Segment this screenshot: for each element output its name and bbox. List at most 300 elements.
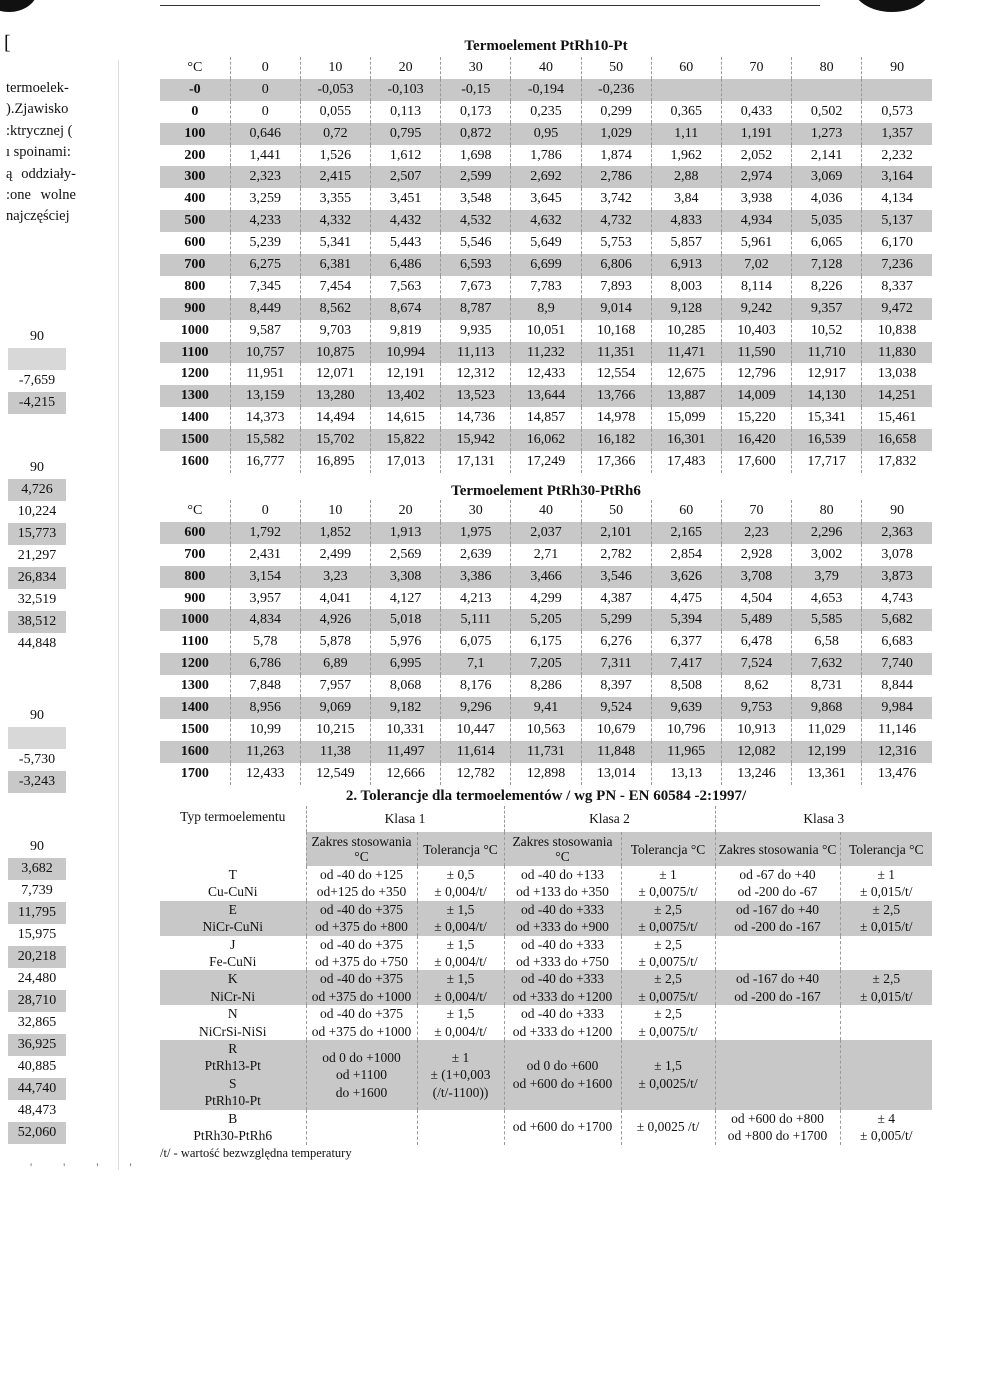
value-cell: -0,053 — [300, 79, 370, 101]
value-cell: 8,286 — [511, 675, 581, 697]
range-cell: od -40 do +375 od +375 do +800 — [306, 901, 417, 936]
value-cell: 5,018 — [371, 609, 441, 631]
value-cell: 7,893 — [581, 276, 651, 298]
value-cell: 0,365 — [651, 101, 721, 123]
row-header-cell: 0 — [160, 101, 230, 123]
value-cell: 17,249 — [511, 451, 581, 473]
table-row — [160, 697, 932, 719]
value-cell: 0,502 — [792, 101, 862, 123]
value-cell: 17,013 — [371, 451, 441, 473]
table-row — [160, 254, 932, 276]
row-header-cell: 600 — [160, 232, 230, 254]
value-cell: 1,962 — [651, 145, 721, 167]
tolerance-cell: ± 0,0025 /t/ — [621, 1110, 715, 1145]
value-cell: 0,235 — [511, 101, 581, 123]
value-cell: 15,942 — [441, 429, 511, 451]
value-cell: 3,355 — [300, 188, 370, 210]
row-header-cell: 1100 — [160, 342, 230, 364]
table-row — [160, 763, 932, 785]
value-cell: 4,233 — [230, 210, 300, 232]
value-cell: 8,449 — [230, 298, 300, 320]
value-cell: 9,984 — [862, 697, 932, 719]
row-header-cell: 900 — [160, 298, 230, 320]
value-cell: 3,708 — [721, 566, 791, 588]
range-cell: od -40 do +333 od +333 do +1200 — [504, 1005, 621, 1040]
value-cell: 9,935 — [441, 320, 511, 342]
tolerance-title: 2. Tolerancje dla termoelementów / wg PN - EN 60584 -2:1997/ — [345, 788, 747, 804]
row-header-cell: 1600 — [160, 451, 230, 473]
tolerance-cell: ± 1 ± 0,015/t/ — [860, 867, 913, 900]
range-cell: od -40 do +133 od +133 do +350 — [504, 866, 621, 901]
tolerance-cell: ± 2,5 ± 0,015/t/ — [840, 901, 932, 936]
value-cell: 0,113 — [371, 101, 441, 123]
value-cell: 12,675 — [651, 363, 721, 385]
table-row — [160, 276, 932, 298]
value-cell: 1,273 — [792, 123, 862, 145]
value-cell: 4,934 — [721, 210, 791, 232]
table-row — [160, 101, 932, 123]
value-cell: 0,95 — [511, 123, 581, 145]
value-cell: 11,731 — [511, 741, 581, 763]
value-cell: 4,833 — [651, 210, 721, 232]
row-header-cell: 400 — [160, 188, 230, 210]
header-cell: 50 — [581, 500, 651, 522]
header-cell: 20 — [371, 57, 441, 79]
tolerance-row — [160, 866, 932, 901]
value-cell: 10,875 — [300, 342, 370, 364]
value-cell: 8,62 — [721, 675, 791, 697]
header-row — [160, 57, 932, 79]
value-cell: 5,78 — [230, 631, 300, 653]
thermocouple-table-ptrh10-pt — [160, 57, 932, 473]
value-cell: 11,710 — [792, 342, 862, 364]
value-cell: 5,341 — [300, 232, 370, 254]
value-cell: 11,351 — [581, 342, 651, 364]
range-cell — [306, 1110, 417, 1145]
table-row — [160, 320, 932, 342]
table-row — [160, 719, 932, 741]
value-cell: 5,961 — [721, 232, 791, 254]
header-cell: 40 — [511, 500, 581, 522]
value-cell: 3,154 — [230, 566, 300, 588]
table-row — [160, 385, 932, 407]
margin-number: 7,739 — [21, 883, 53, 898]
value-cell: 7,848 — [230, 675, 300, 697]
value-cell: 4,532 — [441, 210, 511, 232]
tolerance-cell: ± 2,5 ± 0,0075/t/ — [621, 936, 715, 971]
value-cell: 1,357 — [862, 123, 932, 145]
type-cell: N NiCrSi-NiSi — [160, 1005, 306, 1040]
value-cell: 16,301 — [651, 429, 721, 451]
value-cell: 5,585 — [792, 609, 862, 631]
gutter-line — [118, 60, 119, 1170]
header-cell: 0 — [230, 57, 300, 79]
value-cell: 4,653 — [792, 588, 862, 610]
row-header-cell: 1000 — [160, 320, 230, 342]
margin-number: 90 — [30, 708, 44, 723]
value-cell: 9,868 — [792, 697, 862, 719]
value-cell: 12,199 — [792, 741, 862, 763]
value-cell: 11,146 — [878, 721, 917, 737]
value-cell: 1,975 — [441, 522, 511, 544]
value-cell: 0,433 — [721, 101, 791, 123]
row-header-cell: 1000 — [160, 609, 230, 631]
value-cell: 3,078 — [881, 546, 913, 562]
margin-number: 90 — [30, 460, 44, 475]
margin-number: 90 — [30, 329, 44, 344]
margin-number: 21,297 — [17, 548, 57, 563]
value-cell: 2,037 — [511, 522, 581, 544]
value-cell: 7,236 — [862, 254, 932, 276]
type-cell: K NiCr-Ni — [160, 970, 306, 1005]
value-cell: 2,569 — [371, 544, 441, 566]
value-cell: 16,777 — [230, 451, 300, 473]
value-cell: 2,323 — [230, 166, 300, 188]
value-cell: 15,220 — [721, 407, 791, 429]
value-cell: 17,131 — [441, 451, 511, 473]
tolerance-cell: ± 1,5 ± 0,004/t/ — [417, 1005, 504, 1040]
value-cell: 3,259 — [230, 188, 300, 210]
range-cell: od -40 do +375 od +375 do +1000 — [306, 1005, 417, 1040]
margin-text-line: ı spoinami: — [6, 144, 71, 161]
value-cell: 7,454 — [300, 276, 370, 298]
value-cell: 14,373 — [230, 407, 300, 429]
value-cell: 5,443 — [371, 232, 441, 254]
tolerance-row — [160, 936, 932, 971]
value-cell: 14,857 — [511, 407, 581, 429]
value-cell: 4,127 — [371, 588, 441, 610]
row-header-cell: 800 — [160, 276, 230, 298]
value-cell: 10,52 — [792, 320, 862, 342]
value-cell: 9,014 — [581, 298, 651, 320]
value-cell: 0,173 — [441, 101, 511, 123]
margin-number: 48,473 — [17, 1103, 57, 1118]
header-cell: 60 — [651, 500, 721, 522]
range-cell — [715, 1005, 840, 1040]
value-cell: 14,736 — [441, 407, 511, 429]
value-cell: 5,649 — [511, 232, 581, 254]
range-cell: od 0 do +1000 od +1100 do +1600 — [306, 1040, 417, 1110]
value-cell: 4,632 — [511, 210, 581, 232]
value-cell: 9,639 — [651, 697, 721, 719]
table-row — [160, 609, 932, 631]
value-cell: 5,299 — [581, 609, 651, 631]
row-header-cell: 500 — [160, 210, 230, 232]
value-cell: 12,316 — [862, 741, 932, 763]
value-cell: 1,191 — [721, 123, 791, 145]
value-cell — [721, 79, 791, 101]
value-cell: 3,451 — [371, 188, 441, 210]
margin-number: 44,740 — [8, 1078, 66, 1100]
value-cell: 5,976 — [371, 631, 441, 653]
value-cell: 0,72 — [300, 123, 370, 145]
value-cell: 2,499 — [300, 544, 370, 566]
value-cell: 16,658 — [862, 429, 932, 451]
value-cell: 2,165 — [651, 522, 721, 544]
margin-number: -5,730 — [18, 752, 56, 767]
value-cell: 5,489 — [721, 609, 791, 631]
range-subheader: Zakres stosowania °C — [504, 832, 621, 866]
value-cell: 2,71 — [511, 544, 581, 566]
header-cell: 20 — [371, 500, 441, 522]
range-cell: od +600 do +800 od +800 do +1700 — [715, 1110, 840, 1145]
value-cell: 2,692 — [511, 166, 581, 188]
value-cell: 5,137 — [862, 210, 932, 232]
type-cell: T Cu-CuNi — [160, 866, 306, 901]
value-cell: 13,644 — [511, 385, 581, 407]
range-cell — [715, 936, 840, 971]
row-header-cell: 1200 — [160, 653, 230, 675]
table-row — [160, 451, 932, 473]
row-header-cell: 1500 — [160, 429, 230, 451]
value-cell: 2,507 — [371, 166, 441, 188]
value-cell: 7,563 — [371, 276, 441, 298]
tolerance-row — [160, 1040, 932, 1110]
value-cell: 0,299 — [581, 101, 651, 123]
value-cell: 2,854 — [651, 544, 721, 566]
value-cell: 16,895 — [300, 451, 370, 473]
value-cell: 12,549 — [300, 763, 370, 785]
thermocouple-table-ptrh30-ptrh6 — [160, 500, 932, 785]
value-cell: 13,246 — [721, 763, 791, 785]
table-row — [160, 741, 932, 763]
value-cell: 5,205 — [511, 609, 581, 631]
tolerance-cell: ± 1,5 ± 0,004/t/ — [417, 901, 504, 936]
value-cell: 15,099 — [651, 407, 721, 429]
value-cell: 12,433 — [511, 363, 581, 385]
value-cell: 10,99 — [230, 719, 300, 741]
row-header-cell: 700 — [160, 544, 230, 566]
header-cell: 70 — [721, 57, 791, 79]
value-cell: 11,848 — [581, 741, 651, 763]
value-cell: 11,232 — [511, 342, 581, 364]
value-cell: 0,795 — [371, 123, 441, 145]
value-cell: 10,447 — [441, 719, 511, 741]
value-cell: 1,852 — [300, 522, 370, 544]
value-cell: 1,441 — [230, 145, 300, 167]
table-row — [160, 298, 932, 320]
value-cell: 6,486 — [371, 254, 441, 276]
header-cell: °C — [160, 57, 230, 79]
margin-number: 11,795 — [8, 902, 66, 924]
margin-bracket: [ — [4, 32, 11, 54]
value-cell: 3,645 — [511, 188, 581, 210]
value-cell: 6,786 — [230, 653, 300, 675]
margin-text-line: :ktrycznej ( — [6, 122, 73, 139]
value-cell: 7,632 — [792, 653, 862, 675]
tolerance-cell — [840, 1005, 932, 1040]
value-cell: 13,766 — [581, 385, 651, 407]
value-cell: 0,646 — [230, 123, 300, 145]
value-cell: 8,787 — [441, 298, 511, 320]
value-cell: 6,89 — [300, 653, 370, 675]
type-cell: J Fe-CuNi — [160, 936, 306, 971]
value-cell: 1,698 — [441, 145, 511, 167]
type-cell: E NiCr-CuNi — [160, 901, 306, 936]
table-row — [160, 522, 932, 544]
margin-number — [8, 727, 66, 749]
value-cell: 3,938 — [721, 188, 791, 210]
tolerance-cell: ± 0,5 ± 0,004/t/ — [417, 866, 504, 901]
value-cell: 6,065 — [792, 232, 862, 254]
value-cell: 8,731 — [792, 675, 862, 697]
value-cell: 11,263 — [230, 741, 300, 763]
value-cell: 10,168 — [581, 320, 651, 342]
row-header-cell: 300 — [160, 166, 230, 188]
value-cell: 5,394 — [651, 609, 721, 631]
margin-number: 40,885 — [17, 1059, 57, 1074]
range-cell: od 0 do +600 od +600 do +1600 — [504, 1040, 621, 1110]
range-subheader: Zakres stosowania °C — [306, 832, 417, 866]
row-header-cell: 700 — [160, 254, 230, 276]
header-cell: 0 — [230, 500, 300, 522]
value-cell: 8,844 — [881, 678, 913, 694]
header-cell: 40 — [511, 57, 581, 79]
left-margin-text — [6, 78, 76, 228]
row-header-cell: 1200 — [160, 363, 230, 385]
tolerance-cell — [417, 1110, 504, 1145]
value-cell: 2,052 — [721, 145, 791, 167]
value-cell: 17,717 — [792, 451, 862, 473]
table-row — [160, 363, 932, 385]
range-cell: od -67 do +40 od -200 do -67 — [715, 866, 840, 901]
value-cell — [792, 79, 862, 101]
margin-number: 15,773 — [8, 523, 66, 545]
value-cell: 17,483 — [651, 451, 721, 473]
value-cell: 4,743 — [881, 590, 913, 606]
value-cell: 13,887 — [651, 385, 721, 407]
value-cell: 0,055 — [300, 101, 370, 123]
value-cell: 3,546 — [581, 566, 651, 588]
value-cell: 17,600 — [721, 451, 791, 473]
value-cell: 13,361 — [792, 763, 862, 785]
value-cell: 7,345 — [230, 276, 300, 298]
table1-title: Termoelement PtRh10-Pt — [464, 38, 628, 54]
value-cell: 9,128 — [651, 298, 721, 320]
range-cell: od -40 do +375 od +375 do +1000 — [306, 970, 417, 1005]
row-header-cell: 1300 — [160, 675, 230, 697]
margin-text-line: termoelek- — [6, 80, 69, 96]
value-cell: 3,84 — [651, 188, 721, 210]
value-cell: 13,476 — [877, 765, 917, 781]
value-cell: 12,666 — [371, 763, 441, 785]
row-header-cell: 600 — [160, 522, 230, 544]
range-cell: od -40 do +125 od+125 do +350 — [306, 866, 417, 901]
value-cell: 9,472 — [862, 298, 932, 320]
class-header: Klasa 2 — [504, 806, 715, 832]
value-cell: 6,913 — [651, 254, 721, 276]
value-cell: 8,176 — [441, 675, 511, 697]
tolerance-row — [160, 1110, 932, 1145]
margin-text-line: najczęściej — [6, 208, 70, 225]
header-row — [160, 500, 932, 522]
value-cell: 4,036 — [792, 188, 862, 210]
value-cell: 3,548 — [441, 188, 511, 210]
tolerance-row — [160, 901, 932, 936]
tolerance-cell: ± 1 ± 0,0075/t/ — [621, 866, 715, 901]
table-row — [160, 675, 932, 697]
value-cell: 8,068 — [371, 675, 441, 697]
top-rule — [160, 5, 820, 6]
value-cell: 5,035 — [792, 210, 862, 232]
margin-number: 10,224 — [17, 504, 57, 519]
value-cell: 1,526 — [300, 145, 370, 167]
value-cell: 15,341 — [792, 407, 862, 429]
value-cell: 8,003 — [651, 276, 721, 298]
value-cell: 6,995 — [371, 653, 441, 675]
value-cell: 14,494 — [300, 407, 370, 429]
value-cell: 1,874 — [581, 145, 651, 167]
value-cell: 2,599 — [441, 166, 511, 188]
table-row — [160, 79, 932, 101]
value-cell: 6,276 — [581, 631, 651, 653]
value-cell: 3,069 — [792, 166, 862, 188]
margin-number: 3,682 — [8, 858, 66, 880]
header-cell: 90 — [890, 59, 905, 75]
value-cell: 7,740 — [862, 653, 932, 675]
range-cell: od -40 do +333 od +333 do +900 — [504, 901, 621, 936]
value-cell: 5,546 — [441, 232, 511, 254]
tolerance-cell — [840, 936, 932, 971]
margin-number: 32,519 — [17, 592, 57, 607]
value-cell: -0,236 — [581, 79, 651, 101]
value-cell: 2,232 — [881, 147, 913, 163]
header-cell: 10 — [300, 57, 370, 79]
value-cell — [651, 79, 721, 101]
value-cell: 4,332 — [300, 210, 370, 232]
value-cell: 15,702 — [300, 429, 370, 451]
value-cell: 11,497 — [371, 741, 441, 763]
value-cell: 12,433 — [230, 763, 300, 785]
value-cell: 4,475 — [651, 588, 721, 610]
value-cell: 12,917 — [792, 363, 862, 385]
range-cell — [715, 1040, 840, 1110]
tolerance-cell: ± 1,5 ± 0,004/t/ — [417, 970, 504, 1005]
value-cell: 11,965 — [651, 741, 721, 763]
value-cell: 2,296 — [792, 522, 862, 544]
value-cell: 6,683 — [881, 634, 913, 650]
value-cell: 2,928 — [721, 544, 791, 566]
value-cell: 11,614 — [441, 741, 511, 763]
margin-number: 15,975 — [17, 927, 57, 942]
value-cell: 11,471 — [651, 342, 721, 364]
value-cell: 10,051 — [511, 320, 581, 342]
table-row — [160, 429, 932, 451]
table-row — [160, 342, 932, 364]
value-cell: 10,838 — [877, 322, 917, 338]
value-cell — [862, 79, 932, 101]
value-cell: 3,626 — [651, 566, 721, 588]
value-cell: 3,386 — [441, 566, 511, 588]
value-cell: 2,431 — [230, 544, 300, 566]
value-cell: 3,957 — [230, 588, 300, 610]
value-cell: 4,834 — [230, 609, 300, 631]
value-cell: 9,753 — [721, 697, 791, 719]
value-cell: 12,898 — [511, 763, 581, 785]
header-cell: 60 — [651, 57, 721, 79]
value-cell: 14,615 — [371, 407, 441, 429]
tolerance-table — [160, 806, 932, 1145]
value-cell: 9,524 — [581, 697, 651, 719]
margin-number: -7,659 — [18, 373, 56, 388]
header-cell: °C — [160, 500, 230, 522]
value-cell: 4,432 — [371, 210, 441, 232]
value-cell: 5,239 — [230, 232, 300, 254]
value-cell: 10,913 — [721, 719, 791, 741]
value-cell: 13,280 — [300, 385, 370, 407]
value-cell: -0,15 — [441, 79, 511, 101]
value-cell: 15,582 — [230, 429, 300, 451]
